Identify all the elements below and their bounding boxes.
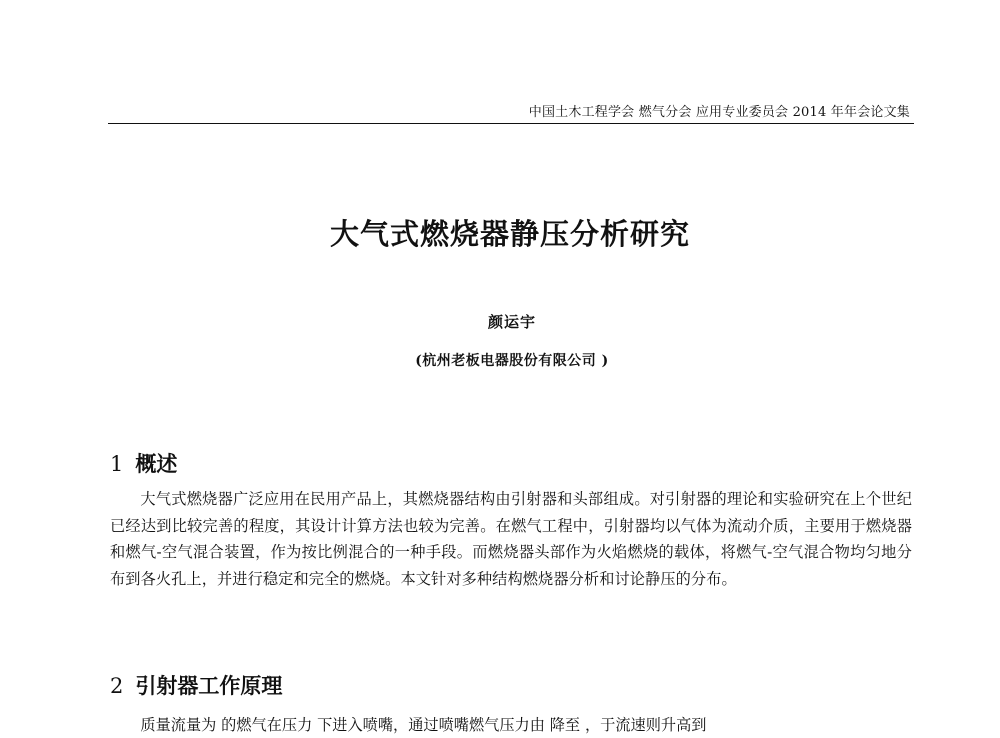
section-title: 引射器工作原理 (135, 674, 283, 698)
section-paragraph-ejector-partial: 质量流量为 的燃气在压力 下进入喷嘴，通过喷嘴燃气压力由 降至 ，于流速则升高到 (140, 716, 707, 734)
section-number: 1 (110, 452, 124, 476)
header-rule (108, 123, 914, 124)
section-title: 概述 (135, 452, 178, 476)
author-affiliation: (杭州老板电器股份有限公司 ) (415, 353, 609, 369)
section-heading-ejector-principle (110, 670, 282, 700)
section-paragraph-overview: 大气式燃烧器广泛应用在民用产品上，其燃烧器结构由引射器和头部组成。对引射器的理论和实验研究在上个世纪已经达到比较完善的程度，其设计计算方法也较为完善。在燃气工程中，引射器均以气体为流动介质，主要用于燃烧器和燃气-空气混合装置，作为按比例混合的一种手段。而燃烧器头部作为火焰燃烧的载体，将燃气-空气混合物均匀地分布到各火孔上，并进行稳定和完全的燃烧。本文针对多种结构燃烧器分析和讨论静压的分布。 (110, 490, 912, 588)
author-name: 颜运宇 (487, 313, 536, 331)
section-number: 2 (110, 674, 124, 698)
paper-title: 大气式燃烧器静压分析研究 (329, 217, 690, 251)
section-heading-overview (110, 448, 177, 478)
running-header: 中国土木工程学会 燃气分会 应用专业委员会 2014 年年会论文集 (528, 105, 910, 120)
